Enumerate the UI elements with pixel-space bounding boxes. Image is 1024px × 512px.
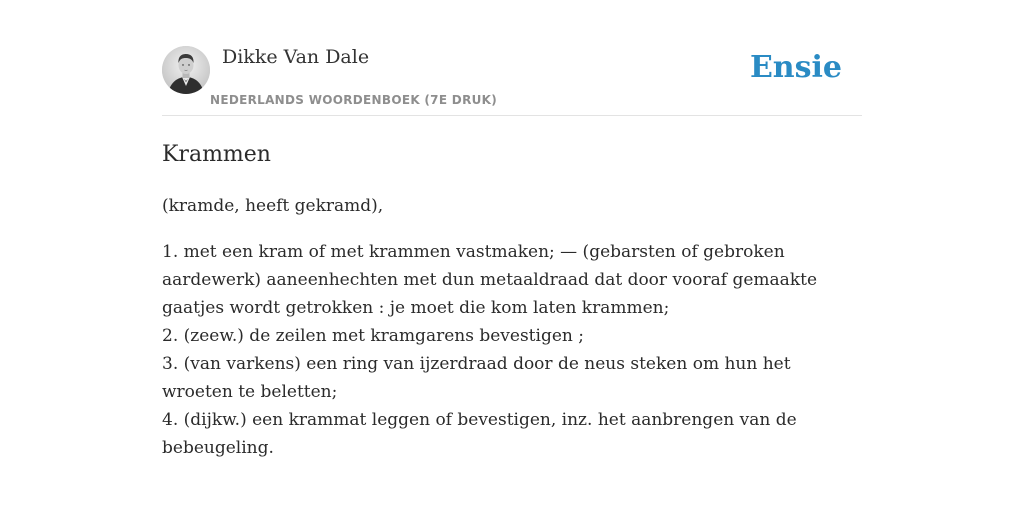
- definition-item: 3. (van varkens) een ring van ijzerdraad door de neus steken om hun het wroeten te beletten;: [162, 354, 791, 402]
- grammar-info: (kramde, heeft gekramd),: [162, 196, 384, 216]
- brand-logo[interactable]: Ensie: [749, 50, 842, 85]
- portrait-photo-icon: [162, 46, 210, 94]
- definition-list: [162, 238, 862, 462]
- entry-card: [162, 44, 862, 462]
- entry-title: Krammen: [162, 142, 271, 167]
- definition-item: 1. met een kram of met krammen vastmaken; — (gebarsten of gebroken aardewerk) aaneenhechten met dun metaaldraad dat door vooraf gemaakte gaatjes wordt getrokken : je moet die kom laten krammen;: [162, 242, 818, 318]
- entry-header: [162, 44, 862, 116]
- source-label: NEDERLANDS WOORDENBOEK (7E DRUK): [210, 93, 498, 107]
- definition-item: 2. (zeew.) de zeilen met kramgarens bevestigen ;: [162, 326, 584, 346]
- author-avatar[interactable]: [162, 46, 210, 94]
- author-name[interactable]: Dikke Van Dale: [222, 46, 370, 68]
- definition-item: 4. (dijkw.) een krammat leggen of bevestigen, inz. het aanbrengen van de bebeugeling.: [162, 410, 797, 458]
